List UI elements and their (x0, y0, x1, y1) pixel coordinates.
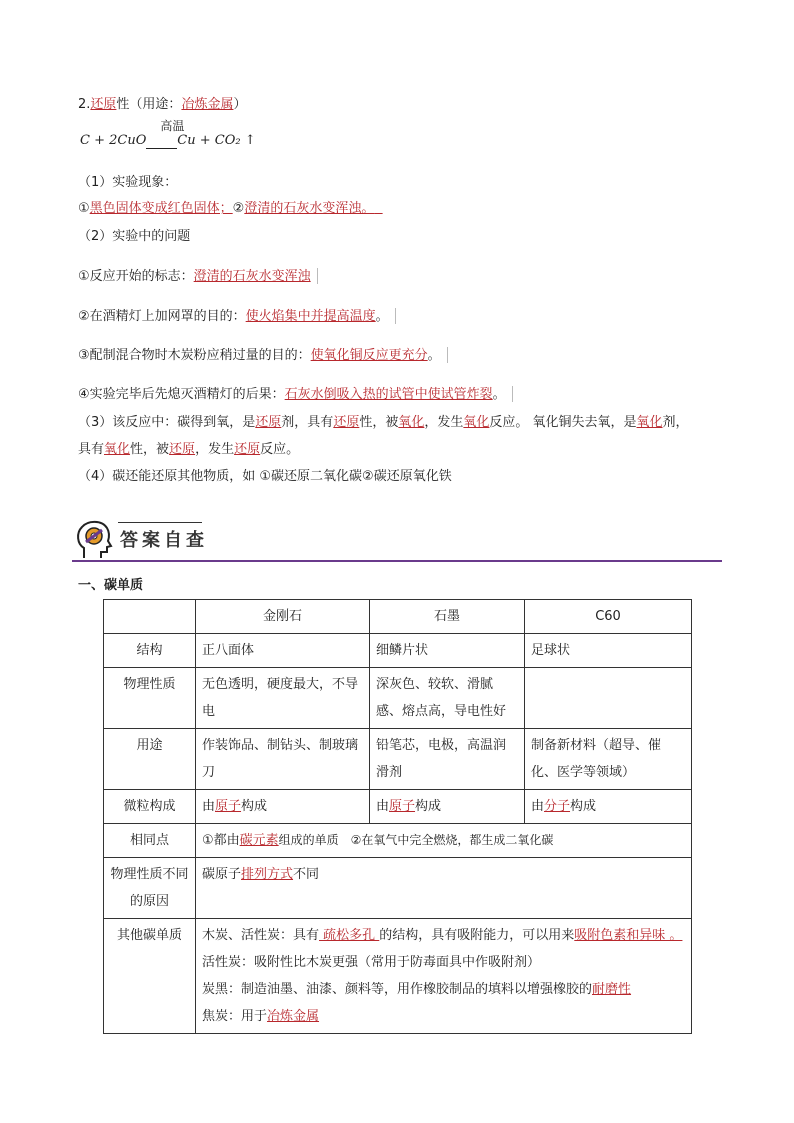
head-gears-icon (74, 518, 114, 560)
reaction-analysis-line2: 具有氧化性，被还原，发生还原反应。 (78, 442, 300, 457)
subheading-phenomenon: （1）实验现象： (78, 175, 178, 190)
header-graphite: 石墨 (370, 600, 525, 634)
table-row: 微粒构成 由原子构成 由原子构成 由分子构成 (104, 790, 692, 824)
answer-blank: 还原 (90, 97, 117, 112)
question-4: ④实验完毕后先熄灭酒精灯的后果：石灰水倒吸入热的试管中使试管炸裂。 (78, 386, 513, 404)
other-reductions: （4）碳还能还原其他物质，如 ①碳还原二氧化碳②碳还原氧化铁 (78, 469, 452, 484)
table-row: 用途 作装饰品、制钻头、制玻璃刀 铅笔芯，电极，高温润滑剂 制备新材料（超导、催化、医学等领域） (104, 729, 692, 790)
header-c60: C60 (525, 600, 692, 634)
reaction-condition: 高温 (146, 133, 177, 149)
banner-title: 答案自查 (120, 530, 208, 551)
reaction-analysis-line1: （3）该反应中：碳得到氧，是还原剂，具有还原性，被氧化，发生氧化反应。 氧化铜失去氧，是氧化剂， (78, 415, 689, 430)
table-row: 结构 正八面体 细鳞片状 足球状 (104, 634, 692, 668)
phenomenon-answer: ①黑色固体变成红色固体；②澄清的石灰水变浑浊。 (78, 201, 375, 216)
subheading-problems: （2）实验中的问题 (78, 229, 191, 244)
header-diamond: 金刚石 (196, 600, 370, 634)
table-row (104, 600, 692, 634)
table-row: 物理性质不同的原因 碳原子排列方式不同 (104, 858, 692, 919)
question-3: ③配制混合物时木炭粉应稍过量的目的：使氧化铜反应更充分。 (78, 347, 448, 365)
table-row: 其他碳单质 木炭、活性炭：具有 疏松多孔 的结构，具有吸附能力，可以用来吸附色素和异味 。 活性炭：吸附性比木炭更强（常用于防毒面具中作吸附剂） 炭黑：制造油墨、油漆、颜料等，用作橡胶制品的填料以增强橡胶的耐磨性 焦炭：用于冶炼金属 (104, 919, 692, 1034)
cursor-mark (317, 268, 318, 284)
section-title: 一、碳单质 (78, 578, 144, 593)
carbon-table (103, 599, 692, 1034)
banner-rule (72, 560, 722, 562)
heading-reducibility: 2.还原性（用途：冶炼金属） (78, 97, 247, 112)
chemical-equation: C + 2CuO 高温 Cu + CO₂ ↑ (80, 119, 256, 148)
table-row: 物理性质 无色透明，硬度最大，不导电 深灰色、较软、滑腻感、熔点高，导电性好 (104, 668, 692, 729)
question-1: ①反应开始的标志：澄清的石灰水变浑浊 (78, 268, 318, 286)
answer-blank: 冶炼金属 (181, 97, 234, 112)
answer-check-banner (72, 518, 722, 564)
question-2: ②在酒精灯上加网罩的目的：使火焰集中并提高温度。 (78, 308, 396, 326)
table-row: 相同点 ①都由碳元素组成的单质 ②在氧气中完全燃烧，都生成二氧化碳 (104, 824, 692, 858)
